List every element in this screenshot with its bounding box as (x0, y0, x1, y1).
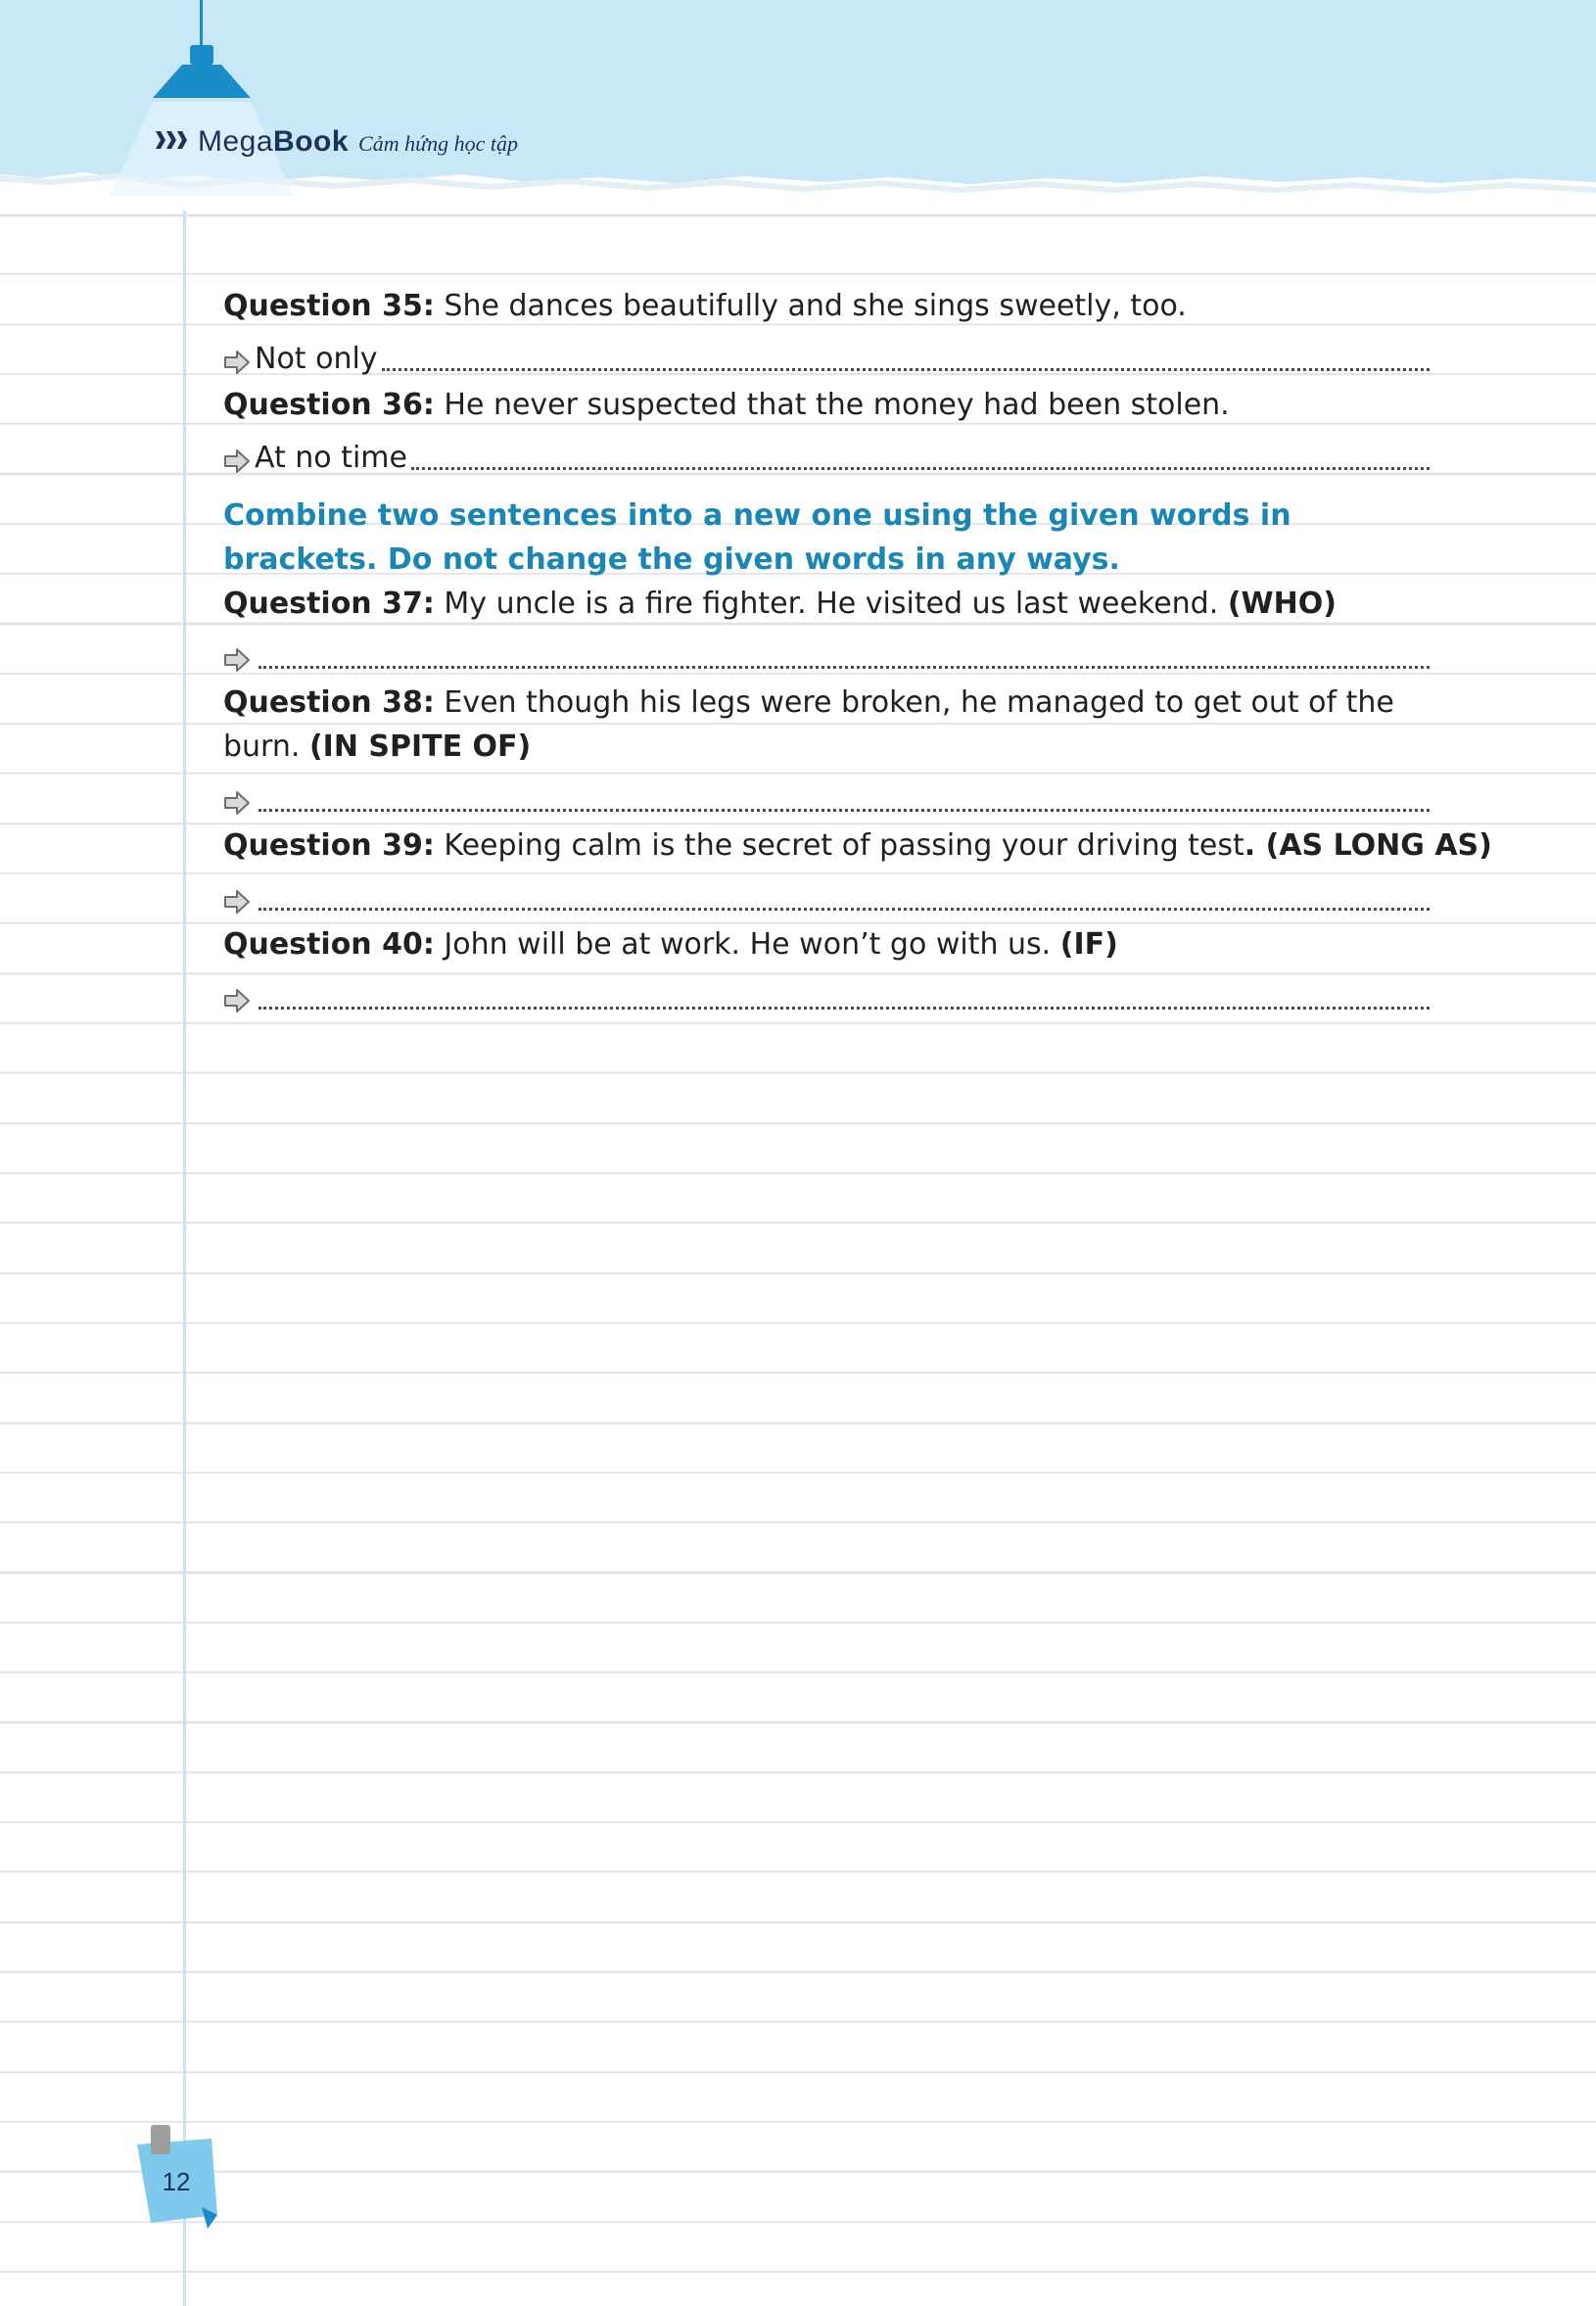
question-cue: (WHO) (1227, 587, 1337, 621)
question-37 (223, 582, 1447, 626)
answer-dotted-line (258, 808, 1430, 812)
section-instruction: Combine two sentences into a new one using the given words in brackets. Do not change the given words in any ways. (223, 498, 1291, 577)
arrow-right-icon (223, 647, 251, 673)
brand-name-light: Mega (198, 125, 274, 158)
answer-line-36[interactable] (223, 427, 1430, 482)
question-label: Question 38: (223, 685, 435, 720)
question-cue: . (AS LONG AS) (1244, 828, 1492, 863)
header-background (0, 0, 1596, 211)
arrow-right-icon (223, 889, 251, 915)
answer-dotted-line (258, 665, 1430, 669)
question-label: Question 40: (223, 927, 435, 962)
answer-dotted-line (411, 466, 1430, 470)
question-text: Even though his legs were broken, he managed to get out of the burn. (223, 685, 1394, 764)
question-text: She dances beautifully and she sings sweetly, too. (434, 289, 1187, 323)
question-39 (223, 824, 1492, 868)
question-text: He never suspected that the money had been stolen. (434, 388, 1230, 422)
answer-line-39[interactable] (223, 868, 1430, 922)
question-40 (223, 922, 1447, 966)
notebook-margin-line (183, 196, 186, 2306)
arrow-right-icon (223, 448, 251, 474)
question-text: My uncle is a fire fighter. He visited us last weekend. (434, 587, 1228, 621)
question-label: Question 35: (223, 289, 435, 323)
question-label: Question 36: (223, 388, 435, 422)
arrow-right-icon (223, 988, 251, 1013)
question-label: Question 37: (223, 587, 435, 621)
brand (155, 125, 518, 159)
question-36 (223, 383, 1447, 427)
brand-tagline: Cảm hứng học tập (358, 131, 518, 156)
arrow-right-icon (223, 350, 251, 375)
page-number: 12 (162, 2167, 191, 2196)
answer-line-38[interactable] (223, 769, 1430, 824)
brand-name-bold: Book (273, 125, 350, 158)
answer-line-35[interactable] (223, 328, 1430, 383)
answer-dotted-line (258, 1006, 1430, 1010)
question-38 (223, 681, 1447, 769)
page-header (0, 0, 1596, 211)
brand-name (198, 125, 349, 159)
megabook-logo-icon (155, 129, 192, 155)
answer-prefix: At no time (255, 441, 407, 475)
answer-line-37[interactable] (223, 626, 1430, 681)
exercise-content (223, 284, 1492, 1021)
question-cue: (IF) (1059, 927, 1118, 962)
question-text: Keeping calm is the secret of passing your driving test (434, 828, 1244, 863)
question-label: Question 39: (223, 828, 435, 863)
question-cue: (IN SPITE OF) (308, 729, 532, 764)
answer-dotted-line (382, 367, 1430, 371)
answer-dotted-line (258, 907, 1430, 911)
question-text: John will be at work. He won’t go with us. (434, 927, 1060, 962)
answer-prefix: Not only (255, 342, 378, 376)
question-35 (223, 284, 1447, 328)
answer-line-40[interactable] (223, 966, 1430, 1021)
arrow-right-icon (223, 790, 251, 816)
